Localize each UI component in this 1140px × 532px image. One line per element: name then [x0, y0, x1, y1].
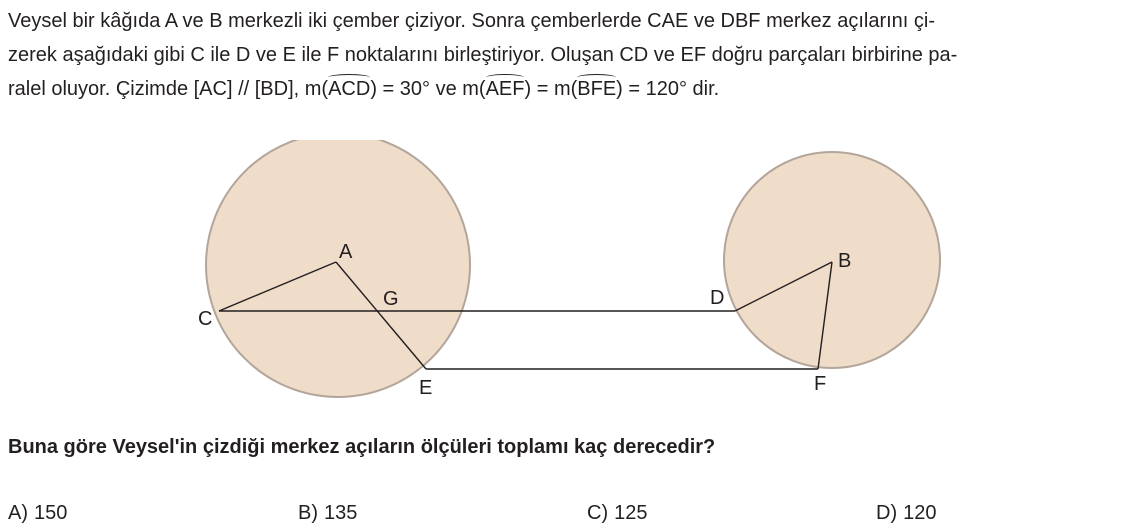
label-a: A: [339, 241, 353, 263]
statement-line-3-start: ralel oluyor. Çizimde [AC] // [BD], m(: [8, 78, 329, 100]
arc-acd-notation: ACD: [328, 78, 371, 100]
label-c: C: [198, 308, 213, 330]
arc-aef-notation: AEF: [485, 78, 525, 100]
choice-c[interactable]: [587, 502, 647, 525]
label-b: B: [838, 250, 852, 272]
choice-d[interactable]: [876, 502, 936, 525]
label-g: G: [383, 288, 399, 310]
label-d: D: [710, 287, 725, 309]
problem-statement: [8, 4, 1132, 106]
statement-mid-2: ) = m(: [524, 78, 578, 100]
choice-a-letter: A): [8, 502, 28, 524]
choice-b-value: 135: [324, 502, 358, 524]
statement-mid-1: ) = 30° ve m(: [370, 78, 486, 100]
label-e: E: [419, 377, 433, 399]
choice-b-letter: B): [298, 502, 318, 524]
choice-a-value: 150: [34, 502, 68, 524]
choice-c-letter: C): [587, 502, 609, 524]
geometry-figure: [0, 140, 1140, 410]
statement-line-3: [8, 72, 1132, 106]
choice-d-value: 120: [903, 502, 937, 524]
choice-b[interactable]: [298, 502, 357, 525]
statement-line-3-end: ) = 120° dir.: [616, 78, 720, 100]
question-text: Buna göre Veysel'in çizdiği merkez açıların ölçüleri toplamı kaç derecedir?: [8, 436, 716, 458]
choice-c-value: 125: [614, 502, 648, 524]
arc-bfe-notation: BFE: [577, 78, 617, 100]
circle-a: [206, 140, 470, 397]
statement-line-2: zerek aşağıdaki gibi C ile D ve E ile F noktalarını birleştiriyor. Oluşan CD ve EF doğru parçaları birbirine pa-: [8, 44, 958, 66]
statement-line-1: Veysel bir kâğıda A ve B merkezli iki çember çiziyor. Sonra çemberlerde CAE ve DBF merkez açılarını çi-: [8, 10, 936, 32]
label-f: F: [814, 373, 827, 395]
choice-d-letter: D): [876, 502, 898, 524]
circle-b: [724, 152, 940, 368]
choice-a[interactable]: [8, 502, 67, 525]
